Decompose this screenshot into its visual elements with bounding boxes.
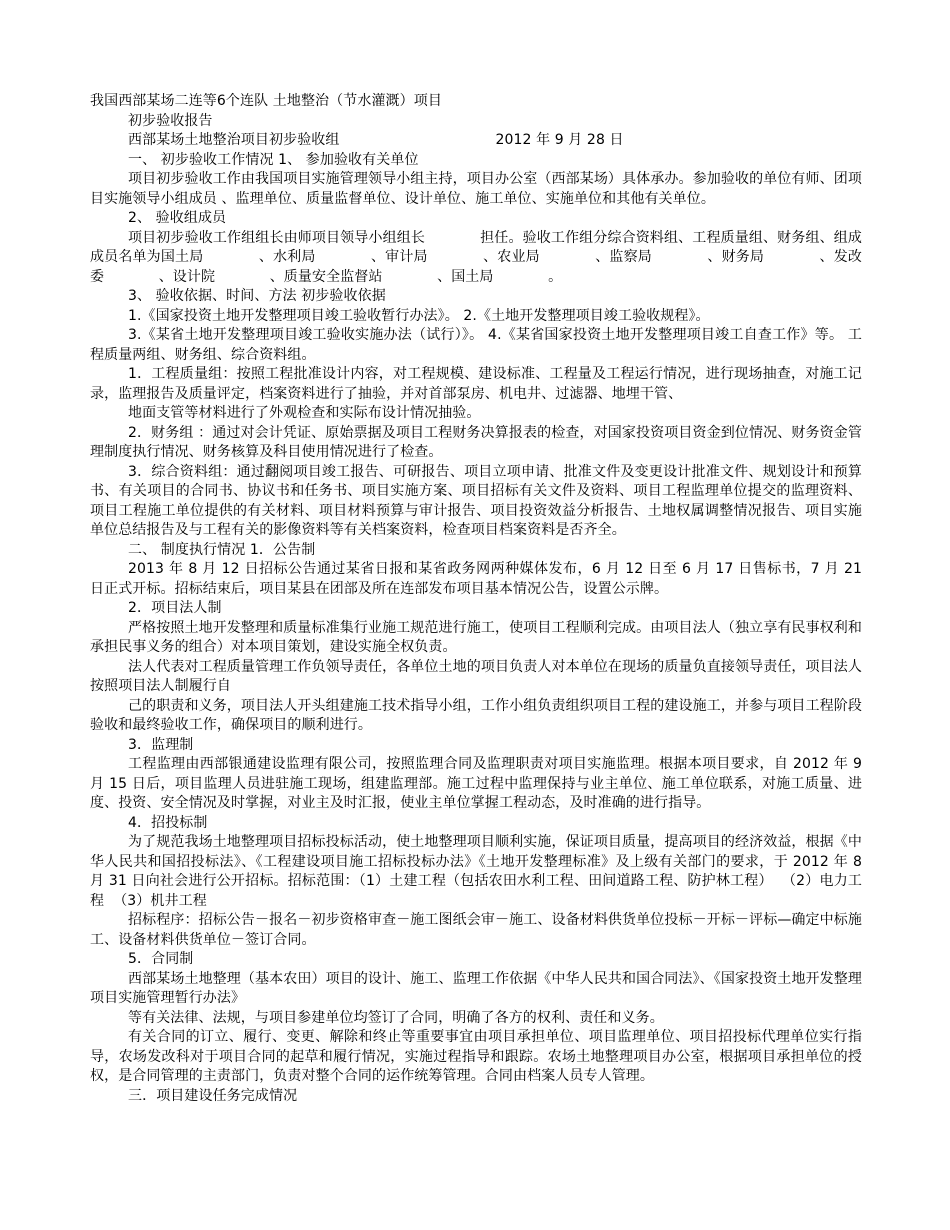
subheading: 5．合同制 [128,951,194,967]
document-page [90,92,867,1106]
section-3-heading: 三．项目建设任务完成情况 [128,1087,298,1104]
subheading: 2．项目法人制 [128,600,222,616]
report-date: 2012 年 9 月 28 日 [495,132,624,148]
paragraph: 西部某场土地整理（基本农田）项目的设计、施工、监理工作依据《中华人民共和国合同法》、《国家投资土地开发整理项目实施管理暂行办法》 [90,970,862,1006]
section-1-heading: 一、 初步验收工作情况 1、 参加验收有关单位 [128,151,419,168]
doc-subtitle: 初步验收报告 [128,112,213,129]
subheading: 3、 验收依据、时间、方法 初步验收依据 [128,288,386,304]
paragraph: 工程监理由西部银通建设监理有限公司，按照监理合同及监理职责对项目实施监理。根据本项目要求，自 2012 年 9 月 15 日后，项目监理人员进驻施工现场，组建监理部。施工过程中监理保持与业主单位、施工单位联系，对施工质量、进度、投资、安全情况及时掌握，对业主及时汇报，使业主单位掌握工程动态，及时准确的进行指导。 [90,756,862,811]
section-2-heading: 二、 制度执行情况 1．公告制 [128,541,316,558]
doc-title: 我国西部某场二连等6个连队 土地整治（节水灌溉）项目 [90,93,442,109]
paragraph: 1．工程质量组：按照工程批准设计内容，对工程规模、建设标准、工程量及工程运行情况，进行现场抽查，对施工记录，监理报告及质量评定，档案资料进行了抽验，并对首部泵房、机电井、过滤器、地埋干管、 [90,366,862,402]
paragraph: 等有关法律、法规，与项目参建单位均签订了合同，明确了各方的权利、责任和义务。 [128,1009,664,1026]
paragraph: 严格按照土地开发整理和质量标准集行业施工规范进行施工，使项目工程顺利完成。由项目法人（独立享有民事权利和承担民事义务的组合）对本项目策划，建设实施全权负责。 [90,619,862,655]
paragraph: 项目初步验收工作由我国项目实施管理领导小组主持，项目办公室（西部某场）具体承办。参加验收的单位有师、团项目实施领导小组成员 、监理单位、质量监督单位、设计单位、施工单位、实施单位和其他有关单位。 [90,171,862,207]
paragraph: 2．财务组 ：通过对会计凭证、原始票据及项目工程财务决算报表的检查，对国家投资项目资金到位情况、财务资金管理制度执行情况、财务核算及科目使用情况进行了检查。 [90,424,862,460]
paragraph: 有关合同的订立、履行、变更、解除和终止等重要事宜由项目承担单位、项目监理单位、项目招投标代理单位实行指导，农场发改科对于项目合同的起草和履行情况，实施过程指导和跟踪。农场土地整理项目办公室，根据项目承担单位的授权，是合同管理的主责部门，负责对整个合同的运作统筹管理。合同由档案人员专人管理。 [90,1029,862,1084]
paragraph: 3．综合资料组：通过翻阅项目竣工报告、可研报告、项目立项申请、批准文件及变更设计批准文件、规划设计和预算书、有关项目的合同书、协议书和任务书、项目实施方案、项目招标有关文件及资料、项目工程监理单位提交的监理资料、项目工程施工单位提供的有关材料、项目材料预算与审计报告、项目投资效益分析报告、土地权属调整情况报告、项目实施单位总结报告及与工程有关的影像资料等有关档案资料，检查项目档案资料是否齐全。 [90,463,862,538]
paragraph: 法人代表对工程质量管理工作负领导责任，各单位土地的项目负责人对本单位在现场的质量负直接领导责任，项目法人按照项目法人制履行自 [90,658,862,694]
group-date-line [90,131,862,151]
subheading: 3．监理制 [128,736,194,753]
paragraph: 己的职责和义务，项目法人开头组建施工技术指导小组，工作小组负责组织项目工程的建设施工，并参与项目工程阶段验收和最终验收工作，确保项目的顺利进行。 [90,697,862,733]
subheading: 4．招投标制 [128,814,208,831]
paragraph: 地面支管等材料进行了外观检查和实际布设计情况抽验。 [128,405,481,421]
paragraph: 1.《国家投资土地开发整理项目竣工验收暂行办法》。 2.《土地开发整理项目竣工验收规程》。 [128,307,710,324]
subheading: 2、 验收组成员 [128,210,227,226]
paragraph: 为了规范我场土地整理项目招标投标活动，使土地整理项目顺利实施，保证项目质量，提高项目的经济效益，根据《中华人民共和国招投标法》、《工程建设项目施工招标投标办法》《土地开发整理标准》及上级有关部门的要求，于 2012 年 8 月 31 日向社会进行公开招标。招标范围：（1）土建工程（包括农田水利工程、田间道路工程、防护林工程） （2）电力工程 （3）机井工程 [90,834,867,909]
group-name: 西部某场土地整治项目初步验收组 [128,132,340,148]
paragraph: 项目初步验收工作组组长由师项目领导小组组长 担任。验收工作组分综合资料组、工程质量组、财务组、组成成员名单为国土局 、水利局 、审计局 、农业局 、监察局 、财务局 、发改委 、设计院 、质量安全监督站 、国土局 。 [90,229,862,285]
paragraph: 招标程序：招标公告－报名－初步资格审查－施工图纸会审－施工、设备材料供货单位投标－开标－评标—确定中标施工、设备材料供货单位－签订合同。 [90,912,862,948]
paragraph: 2013 年 8 月 12 日招标公告通过某省日报和某省政务网两种媒体发布，6 月 12 日至 6 月 17 日售标书，7 月 21 日正式开标。招标结束后，项目某县在团部及所在连部发布项目基本情况公告，设置公示牌。 [90,561,862,597]
paragraph: 3.《某省土地开发整理项目竣工验收实施办法（试行）》。 4.《某省国家投资土地开发整理项目竣工自查工作》等。 工程质量两组、财务组、综合资料组。 [90,327,862,363]
